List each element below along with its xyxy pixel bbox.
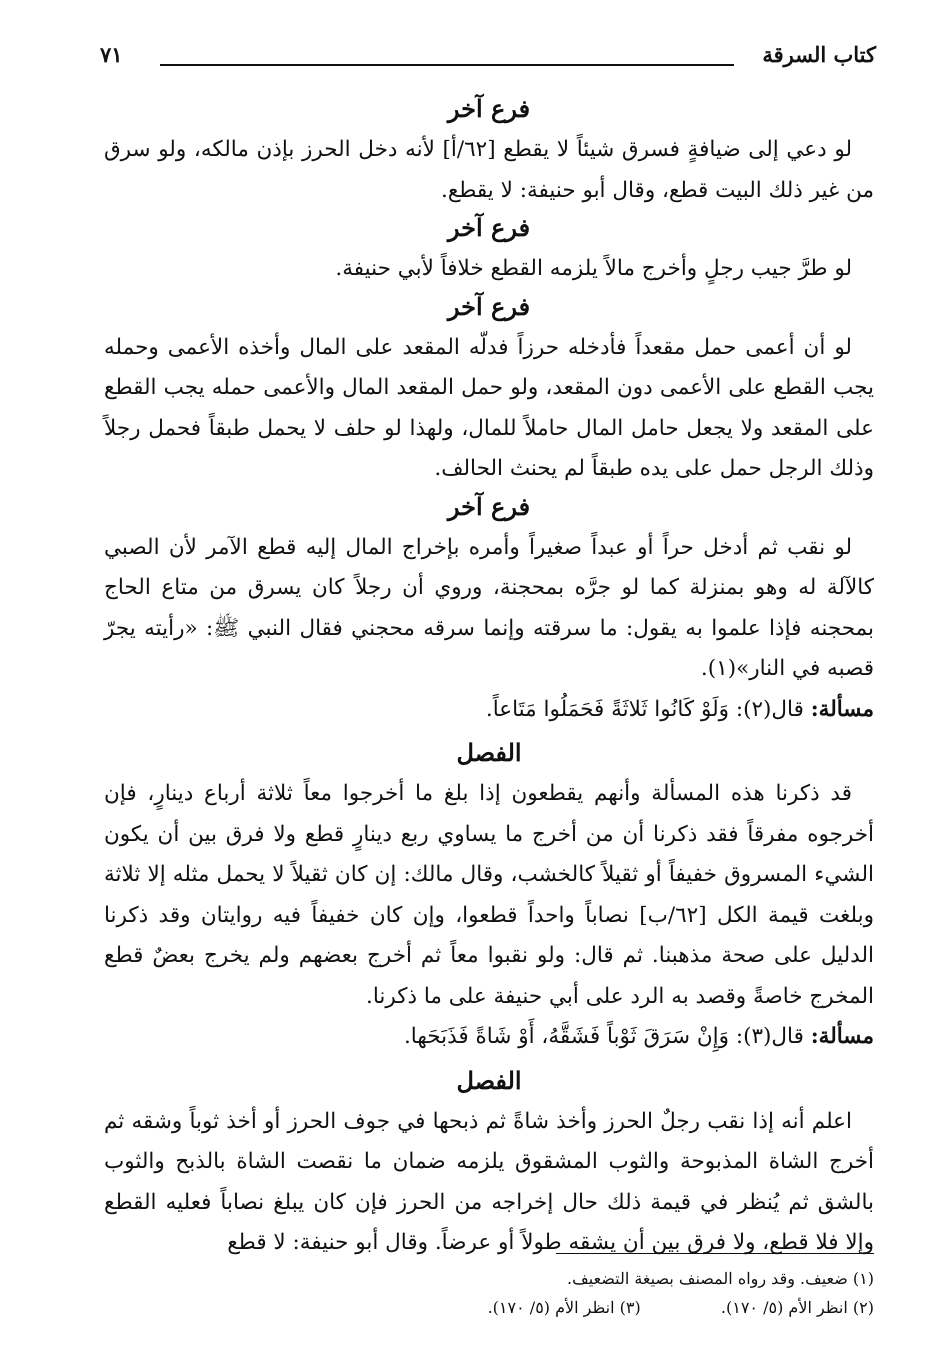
main-text	[104, 92, 874, 1264]
section-paragraph: لو نقب ثم أدخل حراً أو عبداً صغيراً وأمره بإخراج المال إليه قطع الآمر لأن الصبي كالآلة له وهو بمنزلة كما لو جرَّه بمحجنة، وروي أن رجلاً كان يسرق من متاع الحاج بمحجنه فإذا علموا به يقول: ما سرقته وإنما سرقه محجني فقال النبي ﷺ: «رأيته يجرّ قصبه في النار»(١).	[104, 534, 874, 681]
masala-line	[104, 690, 874, 731]
chapter-title: كتاب السرقة	[762, 42, 876, 67]
running-header	[100, 38, 876, 78]
masala-label: مسألة:	[810, 696, 874, 722]
masala-text: قال(٢): وَلَوْ كَانُوا ثَلاثَةً فَحَمَلُوا مَتَاعاً.	[485, 696, 804, 722]
masala-line	[104, 1017, 874, 1058]
fasl-paragraph: اعلم أنه إذا نقب رجلٌ الحرز وأخذ شاةً ثم ذبحها في جوف الحرز أو أخذ ثوباً وشقه ثم أخرج الشاة المذبوحة والثوب المشقوق يلزمه ضمان ما نقصت الشاة بالذبح والثوب بالشق ثم يُنظر في قيمة ذلك حال إخراجه من الحرز فإن كان يبلغ نصاباً فعليه القطع وإلا فلا قطع، ولا فرق بين أن يشقه طولاً أو عرضاً. وقال أبو حنيفة: لا قطع	[104, 1108, 874, 1255]
section-paragraph: لو طرَّ جيب رجلٍ وأخرج مالاً يلزمه القطع خلافاً لأبي حنيفة.	[335, 256, 852, 281]
fasl-heading: الفصل	[456, 738, 522, 767]
section-heading: فرع آخر	[447, 213, 531, 242]
section-paragraph: لو دعي إلى ضيافةٍ فسرق شيئاً لا يقطع [٦٢/أ] لأنه دخل الحرز بإذن مالكه، ولو سرق من غير ذلك البيت قطع، وقال أبو حنيفة: لا يقطع.	[104, 137, 874, 203]
section-heading: فرع آخر	[447, 491, 531, 521]
fasl-paragraph: قد ذكرنا هذه المسألة وأنهم يقطعون إذا بلغ ما أخرجوا معاً ثلاثة أرباع دينارٍ، فإن أخرجوه مفرقاً فقد ذكرنا أن من أخرج ما يساوي ربع دينارٍ قطع ولا فرق بين أن يكون الشيء المسروق خفيفاً أو ثقيلاً كالخشب، وقال مالك: إن كان ثقيلاً لا يحمل مثله إلا ثلاثة وبلغت قيمة الكل [٦٢/ب] نصاباً واحداً قطعوا، وإن كان خفيفاً فيه روايتان وقد ذكرنا الدليل على صحة مذهبنا. ثم قال: ولو نقبوا معاً ثم أخرج بعضهم ولم يخرج بعضٌ قطع المخرج خاصةً وقصد به الرد على أبي حنيفة على ما ذكرنا.	[104, 781, 875, 1009]
footnotes	[104, 1253, 874, 1322]
page-number: ٧١	[100, 42, 123, 67]
footnote-3: (٣) انظر الأم (٥/ ١٧٠).	[487, 1298, 641, 1317]
section-heading: فرع آخر	[447, 94, 531, 123]
section-heading: فرع آخر	[447, 291, 531, 321]
masala-text: قال(٣): وَإِنْ سَرَقَ ثَوْباً فَشَقَّهُ، أَوْ شَاةً فَذَبَحَها.	[403, 1024, 804, 1049]
footnote-1: (١) ضعيف. وقد رواه المصنف بصيغة التضعيف.	[567, 1269, 874, 1288]
section-paragraph: لو أن أعمى حمل مقعداً فأدخله حرزاً فدلّه المقعد على المال وأخذه الأعمى وحمله يجب القطع على الأعمى دون المقعد، ولو حمل المقعد المال والأعمى حمله يجب القطع على المقعد ولا يجعل حامل المال حاملاً للمال، ولهذا لو حلف لا يحمل طبقاً فحمل رجلاً وذلك الرجل حمل على يده طبقاً لم يحنث الحالف.	[104, 334, 874, 481]
fasl-heading: الفصل	[456, 1065, 522, 1095]
header-rule	[160, 64, 734, 66]
masala-label: مسألة:	[810, 1024, 874, 1049]
footnote-rule	[556, 1253, 874, 1254]
footnote-line	[104, 1293, 874, 1322]
footnote-2: (٢) انظر الأم (٥/ ١٧٠).	[720, 1298, 874, 1317]
footnote-line	[104, 1264, 874, 1293]
